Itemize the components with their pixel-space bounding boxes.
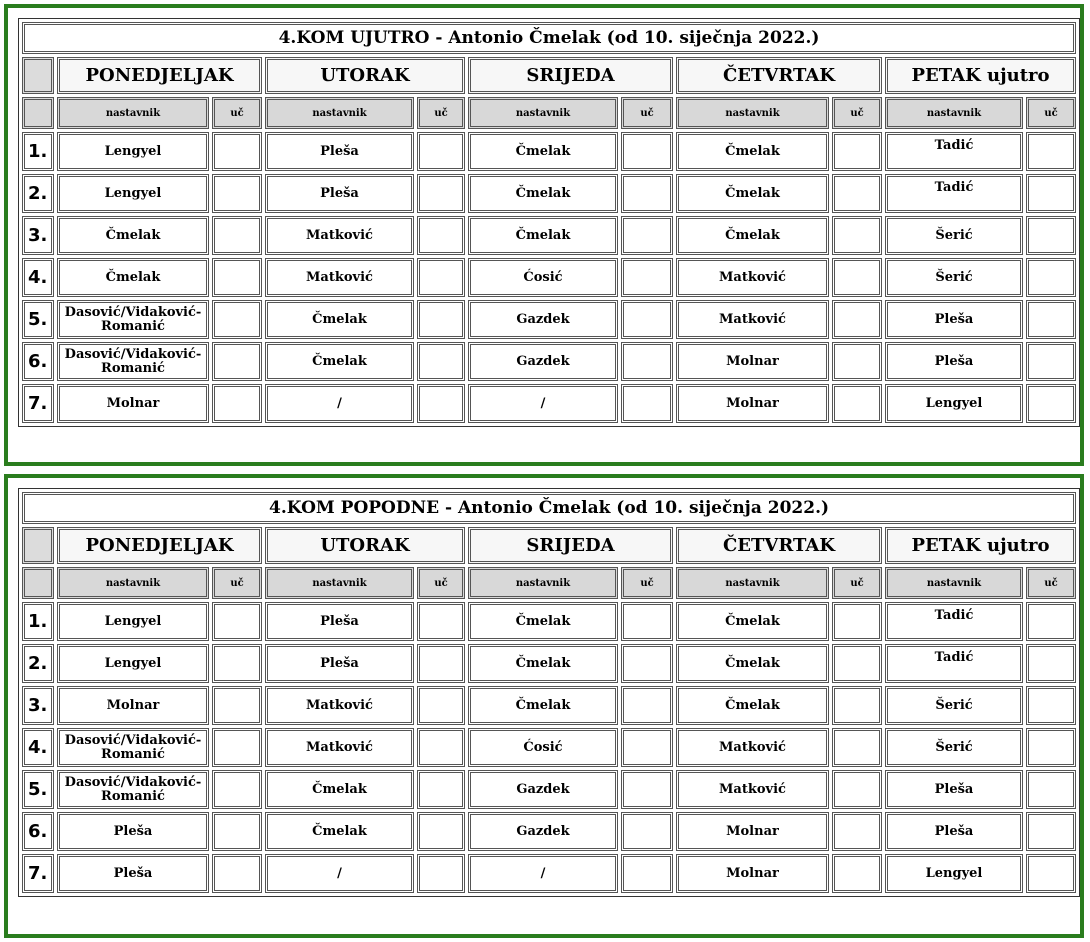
lesson-number: 5. — [22, 770, 54, 809]
lesson-number: 6. — [22, 342, 54, 381]
room-cell — [1026, 644, 1076, 683]
lesson-number: 7. — [22, 854, 54, 893]
day-header: UTORAK — [265, 527, 465, 564]
teacher-cell: Gazdek — [468, 812, 618, 851]
room-cell — [832, 174, 882, 213]
teacher-cell: Čmelak — [468, 174, 618, 213]
room-cell — [621, 770, 673, 809]
teacher-cell: Čmelak — [676, 686, 829, 725]
lesson-number: 2. — [22, 174, 54, 213]
lesson-row — [22, 342, 1076, 381]
teacher-cell: Čmelak — [676, 174, 829, 213]
room-cell — [1026, 216, 1076, 255]
day-header-row — [22, 527, 1076, 564]
teacher-cell: Čmelak — [676, 216, 829, 255]
title-row — [22, 22, 1076, 54]
corner-cell — [22, 57, 54, 94]
lesson-row — [22, 644, 1076, 683]
teacher-cell: Čmelak — [676, 132, 829, 171]
room-column-header: uč — [212, 97, 262, 129]
lesson-number: 5. — [22, 300, 54, 339]
teacher-cell: Lengyel — [885, 384, 1023, 423]
lesson-number: 2. — [22, 644, 54, 683]
room-cell — [417, 770, 465, 809]
teacher-cell: Čmelak — [265, 770, 414, 809]
room-cell — [212, 300, 262, 339]
room-cell — [212, 132, 262, 171]
teacher-cell: Čmelak — [676, 602, 829, 641]
day-header-row — [22, 57, 1076, 94]
teacher-cell: Čmelak — [265, 812, 414, 851]
day-header: PONEDJELJAK — [57, 527, 262, 564]
teacher-column-header: nastavnik — [57, 97, 209, 129]
teacher-cell: Lengyel — [57, 602, 209, 641]
lesson-row — [22, 770, 1076, 809]
room-cell — [417, 384, 465, 423]
room-cell — [212, 644, 262, 683]
room-cell — [832, 602, 882, 641]
teacher-cell: Čmelak — [676, 644, 829, 683]
room-column-header: uč — [212, 567, 262, 599]
teacher-cell: Pleša — [265, 644, 414, 683]
room-cell — [832, 854, 882, 893]
lesson-row — [22, 686, 1076, 725]
room-cell — [621, 384, 673, 423]
teacher-cell: Molnar — [57, 686, 209, 725]
teacher-cell: Molnar — [676, 812, 829, 851]
room-cell — [417, 728, 465, 767]
room-cell — [1026, 174, 1076, 213]
room-cell — [621, 342, 673, 381]
teacher-cell: Molnar — [676, 384, 829, 423]
teacher-column-header: nastavnik — [885, 97, 1023, 129]
lesson-row — [22, 602, 1076, 641]
room-cell — [212, 384, 262, 423]
room-cell — [621, 644, 673, 683]
teacher-cell: Pleša — [265, 174, 414, 213]
lesson-number: 6. — [22, 812, 54, 851]
teacher-cell: / — [468, 384, 618, 423]
room-cell — [1026, 728, 1076, 767]
room-column-header: uč — [832, 567, 882, 599]
teacher-cell: Molnar — [676, 854, 829, 893]
lesson-row — [22, 854, 1076, 893]
room-cell — [417, 686, 465, 725]
teacher-cell: Lengyel — [57, 174, 209, 213]
teacher-cell: Matković — [265, 686, 414, 725]
lesson-number: 4. — [22, 258, 54, 297]
room-cell — [417, 342, 465, 381]
teacher-cell: Čmelak — [265, 342, 414, 381]
teacher-cell: Tadić — [885, 602, 1023, 641]
room-cell — [832, 132, 882, 171]
room-cell — [832, 644, 882, 683]
room-cell — [417, 132, 465, 171]
day-header: ČETVRTAK — [676, 57, 882, 94]
teacher-cell: Lengyel — [57, 132, 209, 171]
teacher-cell: / — [468, 854, 618, 893]
teacher-cell: Čmelak — [468, 216, 618, 255]
corner-cell — [22, 527, 54, 564]
room-cell — [417, 258, 465, 297]
room-cell — [1026, 812, 1076, 851]
teacher-cell: Pleša — [885, 812, 1023, 851]
lesson-row — [22, 258, 1076, 297]
morning-schedule-panel — [4, 4, 1084, 466]
room-cell — [621, 686, 673, 725]
teacher-cell: Gazdek — [468, 770, 618, 809]
teacher-cell: Dasović/Vidaković-Romanić — [57, 770, 209, 809]
room-cell — [212, 686, 262, 725]
room-cell — [212, 258, 262, 297]
schedule-title: 4.KOM UJUTRO - Antonio Čmelak (od 10. siječnja 2022.) — [22, 22, 1076, 54]
day-header: PONEDJELJAK — [57, 57, 262, 94]
room-cell — [621, 174, 673, 213]
lesson-row — [22, 174, 1076, 213]
lesson-row — [22, 216, 1076, 255]
teacher-column-header: nastavnik — [265, 97, 414, 129]
afternoon-schedule-table — [18, 488, 1080, 897]
room-cell — [417, 812, 465, 851]
day-header: SRIJEDA — [468, 57, 673, 94]
corner-cell — [22, 567, 54, 599]
teacher-column-header: nastavnik — [885, 567, 1023, 599]
teacher-cell: Pleša — [57, 854, 209, 893]
room-cell — [621, 854, 673, 893]
teacher-cell: Šerić — [885, 686, 1023, 725]
teacher-cell: Lengyel — [885, 854, 1023, 893]
room-cell — [621, 812, 673, 851]
room-cell — [212, 216, 262, 255]
day-header: SRIJEDA — [468, 527, 673, 564]
room-cell — [621, 728, 673, 767]
sub-header-row — [22, 567, 1076, 599]
room-cell — [832, 686, 882, 725]
room-cell — [1026, 258, 1076, 297]
teacher-cell: Pleša — [885, 770, 1023, 809]
room-cell — [832, 216, 882, 255]
teacher-cell: / — [265, 854, 414, 893]
teacher-cell: Čmelak — [57, 216, 209, 255]
title-row — [22, 492, 1076, 524]
room-cell — [417, 854, 465, 893]
schedule-title: 4.KOM POPODNE - Antonio Čmelak (od 10. siječnja 2022.) — [22, 492, 1076, 524]
teacher-cell: Matković — [265, 258, 414, 297]
teacher-cell: Dasović/Vidaković-Romanić — [57, 342, 209, 381]
morning-schedule-table — [18, 18, 1080, 427]
lesson-row — [22, 132, 1076, 171]
room-cell — [212, 812, 262, 851]
room-cell — [212, 728, 262, 767]
room-cell — [832, 300, 882, 339]
room-cell — [1026, 854, 1076, 893]
teacher-cell: Čmelak — [468, 686, 618, 725]
lesson-row — [22, 728, 1076, 767]
teacher-cell: Ćosić — [468, 728, 618, 767]
day-header: PETAK ujutro — [885, 527, 1076, 564]
teacher-cell: Čmelak — [468, 132, 618, 171]
teacher-column-header: nastavnik — [676, 97, 829, 129]
room-cell — [417, 300, 465, 339]
lesson-row — [22, 812, 1076, 851]
room-column-header: uč — [621, 567, 673, 599]
room-cell — [417, 644, 465, 683]
room-cell — [832, 770, 882, 809]
room-cell — [1026, 770, 1076, 809]
lesson-number: 3. — [22, 686, 54, 725]
day-header: UTORAK — [265, 57, 465, 94]
corner-cell — [22, 97, 54, 129]
teacher-cell: Čmelak — [265, 300, 414, 339]
room-cell — [1026, 132, 1076, 171]
room-column-header: uč — [1026, 567, 1076, 599]
room-cell — [621, 300, 673, 339]
teacher-column-header: nastavnik — [57, 567, 209, 599]
teacher-cell: Pleša — [265, 602, 414, 641]
room-cell — [832, 258, 882, 297]
teacher-cell: Čmelak — [468, 644, 618, 683]
room-column-header: uč — [1026, 97, 1076, 129]
teacher-cell: Tadić — [885, 644, 1023, 683]
lesson-row — [22, 300, 1076, 339]
room-cell — [212, 854, 262, 893]
lesson-number: 1. — [22, 602, 54, 641]
teacher-cell: Lengyel — [57, 644, 209, 683]
lesson-number: 7. — [22, 384, 54, 423]
teacher-cell: Matković — [676, 300, 829, 339]
room-cell — [832, 384, 882, 423]
lesson-number: 4. — [22, 728, 54, 767]
room-cell — [1026, 602, 1076, 641]
teacher-cell: Gazdek — [468, 300, 618, 339]
lesson-number: 1. — [22, 132, 54, 171]
teacher-cell: Matković — [676, 770, 829, 809]
teacher-column-header: nastavnik — [676, 567, 829, 599]
room-cell — [417, 174, 465, 213]
teacher-cell: Matković — [265, 216, 414, 255]
teacher-cell: Dasović/Vidaković-Romanić — [57, 728, 209, 767]
teacher-cell: Tadić — [885, 174, 1023, 213]
teacher-cell: Matković — [265, 728, 414, 767]
teacher-cell: Molnar — [57, 384, 209, 423]
sub-header-row — [22, 97, 1076, 129]
teacher-column-header: nastavnik — [265, 567, 414, 599]
day-header: PETAK ujutro — [885, 57, 1076, 94]
room-column-header: uč — [417, 97, 465, 129]
teacher-cell: Pleša — [885, 300, 1023, 339]
room-cell — [1026, 342, 1076, 381]
teacher-cell: Šerić — [885, 258, 1023, 297]
day-header: ČETVRTAK — [676, 527, 882, 564]
teacher-cell: Gazdek — [468, 342, 618, 381]
teacher-cell: Pleša — [885, 342, 1023, 381]
room-cell — [417, 216, 465, 255]
teacher-cell: / — [265, 384, 414, 423]
teacher-cell: Ćosić — [468, 258, 618, 297]
room-cell — [1026, 300, 1076, 339]
room-cell — [621, 258, 673, 297]
room-cell — [832, 342, 882, 381]
teacher-cell: Tadić — [885, 132, 1023, 171]
lesson-number: 3. — [22, 216, 54, 255]
room-cell — [621, 216, 673, 255]
teacher-cell: Šerić — [885, 728, 1023, 767]
room-cell — [832, 728, 882, 767]
room-cell — [1026, 384, 1076, 423]
teacher-column-header: nastavnik — [468, 567, 618, 599]
teacher-column-header: nastavnik — [468, 97, 618, 129]
room-cell — [621, 132, 673, 171]
room-cell — [212, 174, 262, 213]
afternoon-schedule-panel — [4, 474, 1084, 938]
teacher-cell: Pleša — [265, 132, 414, 171]
room-cell — [212, 342, 262, 381]
teacher-cell: Čmelak — [57, 258, 209, 297]
room-cell — [417, 602, 465, 641]
teacher-cell: Pleša — [57, 812, 209, 851]
teacher-cell: Dasović/Vidaković-Romanić — [57, 300, 209, 339]
teacher-cell: Matković — [676, 258, 829, 297]
room-column-header: uč — [832, 97, 882, 129]
room-cell — [621, 602, 673, 641]
teacher-cell: Čmelak — [468, 602, 618, 641]
room-cell — [1026, 686, 1076, 725]
room-column-header: uč — [621, 97, 673, 129]
room-cell — [212, 770, 262, 809]
lesson-row — [22, 384, 1076, 423]
teacher-cell: Molnar — [676, 342, 829, 381]
room-column-header: uč — [417, 567, 465, 599]
teacher-cell: Šerić — [885, 216, 1023, 255]
room-cell — [212, 602, 262, 641]
teacher-cell: Matković — [676, 728, 829, 767]
room-cell — [832, 812, 882, 851]
